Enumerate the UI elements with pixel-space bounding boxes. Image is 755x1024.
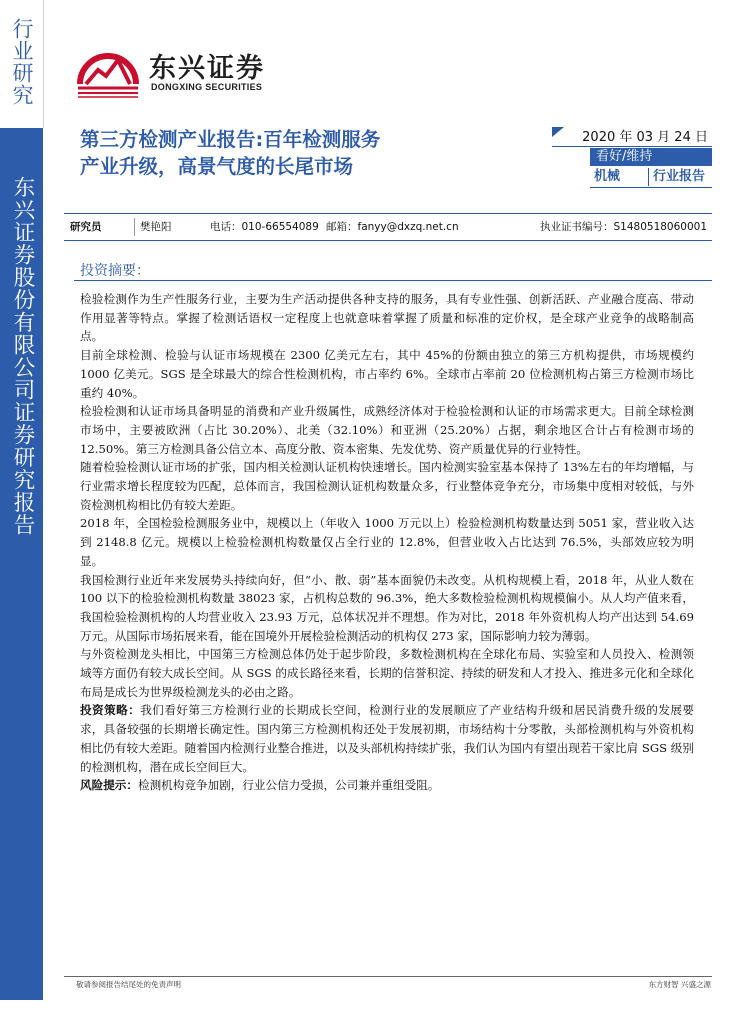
report-title: [80, 126, 520, 180]
report-title-line2: 产业升级，高景气度的长尾市场: [80, 155, 354, 178]
report-title-line1: 第三方检测产业报告:百年检测服务: [80, 128, 381, 151]
summary-paragraph: 目前全球检测、检验与认证市场规模在 2300 亿美元左右，其中 45%的份额由独立的第三方机构提供，市场规模约 1000 亿美元。SGS 是全球最大的综合性检测机构，市占率约 6%。全球市占率前 20 位检测机构占第三方检测市场比重约 40%。: [80, 348, 694, 400]
analyst-cert-number: 执业证书编号：S1480518060001: [540, 221, 708, 233]
corner-triangle-icon: [552, 127, 564, 137]
risk-label: 风险提示：: [80, 778, 138, 793]
sector-label: 机械: [594, 169, 621, 184]
sidebar-main-label: 东兴证券股份有限公司证券研究报告: [10, 176, 35, 536]
summary-paragraph: 检验检测作为生产性服务行业，主要为生产活动提供各种支持的服务，具有专业性强、创新活跃、产业融合度高、带动作用显著等特点。掌握了检测话语权一定程度上也就意味着掌握了质量和标准的定价权，是全球产业竞争的战略制高点。: [80, 292, 694, 344]
footer-slogan: 东方财智 兴盛之源: [648, 980, 711, 989]
footer-disclaimer: 敬请参阅报告结尾处的免责声明: [76, 980, 181, 989]
summary-paragraph: 与外资检测龙头相比，中国第三方检测总体仍处于起步阶段，多数检测机构在全球化布局、实验室和人员投入、检测领域等方面仍有较大成长空间。从 SGS 的成长路径来看，长期的信誉积淀、持续的研发和人才投入、推进多元化和全球化布局是成长为世界级检测龙头的必由之路。: [80, 647, 694, 699]
summary-paragraph: 随着检验检测认证市场的扩张，国内相关检测认证机构快速增长。国内检测实验室基本保持了 13%左右的年均增幅，与行业需求增长程度较为匹配，总体而言，我国检测认证机构数量众多，行业整体竞争充分，市场集中度相对较低，与外资检测机构相比仍有较大差距。: [80, 460, 694, 512]
analyst-email[interactable]: 邮箱：fanyy@dxzq.net.cn: [326, 221, 459, 233]
summary-body: [80, 290, 694, 795]
summary-paragraph: 检验检测和认证市场具备明显的消费和产业升级属性，成熟经济体对于检验检测和认证的市场需求更大。目前全球检测市场中，主要被欧洲（占比 30.20%）、北美（32.10%）和亚洲（25.20%）占据，剩余地区合计占有检测市场的 12.50%。第三方检测具备公信立本、高度分散、资本密集、先发优势、资产质量优异的行业特性。: [80, 404, 694, 456]
strategy-paragraph: [80, 701, 694, 776]
summary-rule: [74, 280, 712, 281]
logo-mark-icon: [76, 40, 140, 102]
footer-rule: [64, 976, 712, 977]
strategy-label: 投资策略：: [80, 703, 141, 718]
logo-name-en: DONGXING SECURITIES: [151, 82, 263, 92]
risk-text: 检测机构竞争加剧，行业公信力受损，公司兼并重组受阻。: [137, 778, 440, 793]
analyst-bar: [64, 213, 712, 241]
report-info-box: [552, 124, 712, 186]
divider: [552, 146, 712, 147]
report-date: 2020 年 03 月 24 日: [582, 130, 708, 145]
analyst-phone: 电话：010-66554089: [210, 221, 319, 233]
strategy-text: 我们看好第三方检测行业的长期成长空间，检测行业的发展顺应了产业结构升级和居民消费升级的发展要求，具备较强的长期增长确定性。国内第三方检测机构还处于发展初期，市场结构十分零散，头部检测机构与外资机构相比仍有较大差距。随着国内检测行业整合推进，以及头部机构持续扩张，我们认为国内有望出现若干家比肩 SGS 级别的检测机构，潜在成长空间巨大。: [80, 703, 694, 774]
summary-paragraph: 我国检测行业近年来发展势头持续向好，但“小、散、弱”基本面貌仍未改变。从机构规模上看，2018 年，从业人数在 100 以下的检验检测机构数量 38023 家，占机构总数的 96.3%，绝大多数检验检测机构规模偏小。从人均产值来看，我国检验检测机构的人均营业收入 23.93 万元，总体状况并不理想。作为对比，2018 年外资机构人均产出达到 54.69 万元。从国际市场拓展来看，能在国境外开展检验检测活动的机构仅 273 家，国际影响力较为薄弱。: [80, 572, 694, 643]
sidebar-main: [0, 128, 43, 1000]
company-logo: [76, 40, 306, 102]
summary-paragraph: 2018 年，全国检验检测服务业中，规模以上（年收入 1000 万元以上）检验检测机构数量达到 5051 家，营业收入达到 2148.8 亿元。规模以上检验检测机构数量仅占全行业的 12.8%，但营业收入占比达到 76.5%，头部效应较为明显。: [80, 516, 694, 568]
analyst-role: 研究员: [70, 221, 102, 233]
risk-paragraph: [80, 776, 694, 795]
sidebar-top: [0, 0, 44, 128]
logo-name-cn: 东兴证券: [149, 53, 265, 84]
summary-heading: 投资摘要：: [80, 263, 150, 279]
analyst-name: 樊艳阳: [140, 221, 172, 233]
divider: [134, 218, 135, 236]
report-type-label: 行业报告: [648, 168, 712, 186]
sidebar-top-label: 行业研究: [10, 18, 34, 106]
rating-badge: 看好/维持: [590, 148, 712, 166]
divider: [590, 187, 712, 188]
